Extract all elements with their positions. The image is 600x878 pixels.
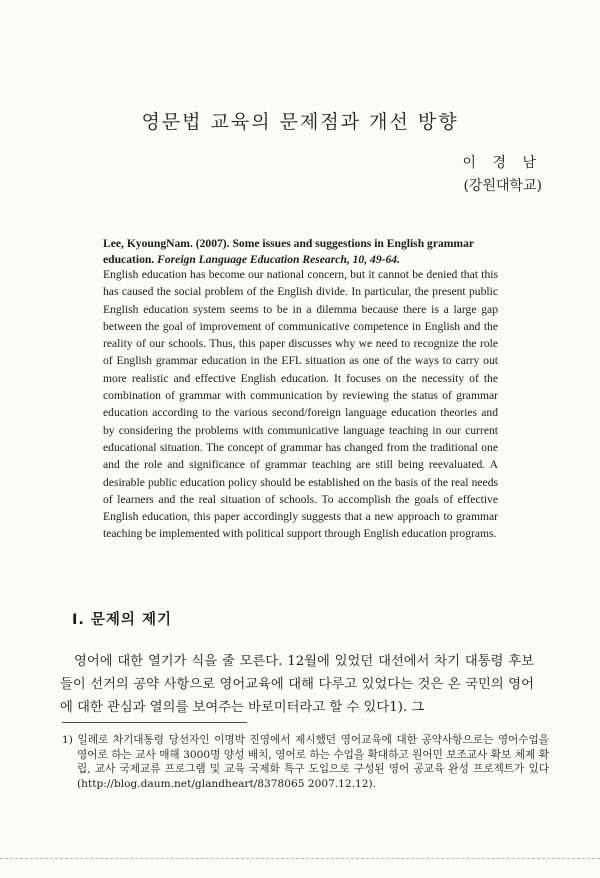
citation [103, 236, 498, 268]
body-paragraph: 영어에 대한 열기가 식을 줄 모른다. 12월에 있었던 대선에서 차기 대통령 후보들이 선거의 공약 사항으로 영어교육에 대해 다루고 있었다는 것은 온 국민의 영어에 대한 관심과 열의를 보여주는 바로미터라고 할 수 있다1). 그 [60, 654, 534, 715]
citation-pages: 49-64. [370, 253, 400, 266]
paper-title: 영문법 교육의 문제점과 개선 방향 [141, 111, 459, 133]
author-affiliation: (강원대학교) [463, 178, 542, 194]
scan-edge-line [0, 858, 600, 859]
footnote: 1) 일례로 차기대통령 당선자인 이명박 진영에서 제시했던 영어교육에 대한 공약사항으로는 영어수업을 영어로 하는 교사 매해 3000명 양성 배치, 영어로 하는 수업을 확대하고 원어민 보조교사 확보 체제 확립, 교사 국제교류 프로그램 및 교육 국제화 특구 도입으로 구성된 영어 공교육 완성 프로젝트가 있다(http://blog.daum.net/glandheart/8378065 2007.12.12). [62, 734, 549, 790]
section-number: Ⅰ. [72, 612, 85, 628]
citation-journal: Foreign Language Education Research, 10, [157, 253, 368, 266]
author-block [463, 152, 542, 198]
section-title: 문제의 제기 [90, 612, 172, 628]
citation-authors: Lee, KyoungNam. (2007). Some issues and suggestions in English grammar education. [103, 237, 474, 266]
section-heading [72, 608, 172, 629]
footnote-divider [62, 722, 247, 723]
author-name: 이 경 남 [462, 155, 542, 171]
abstract: English education has become our national concern, but it cannot be denied that this has caused the social problem of the English divide. In particular, the present public English education system seems to be in a dilemma because there is a large gap between the goal of improvement of communicative competence in English and the reality of our schools. Thus, this paper discusses why we need to recognize the role of English grammar education in the EFL situation as one of the ways to carry out more realistic and effective English education. It focuses on the necessity of the combination of grammar with communication by reviewing the status of grammar education according to the various second/foreign language education theories and by considering the problems with communicative language teaching in our current educational situation. The concept of grammar has changed from the traditional one and the role and significance of grammar teaching are still being reevaluated. A desirable public education policy should be established on the basis of the real needs of learners and the real situation of schools. To accomplish the goals of effective English education, this paper accordingly suggests that a new approach to grammar teaching be implemented with political support through English education programs. [103, 268, 498, 541]
